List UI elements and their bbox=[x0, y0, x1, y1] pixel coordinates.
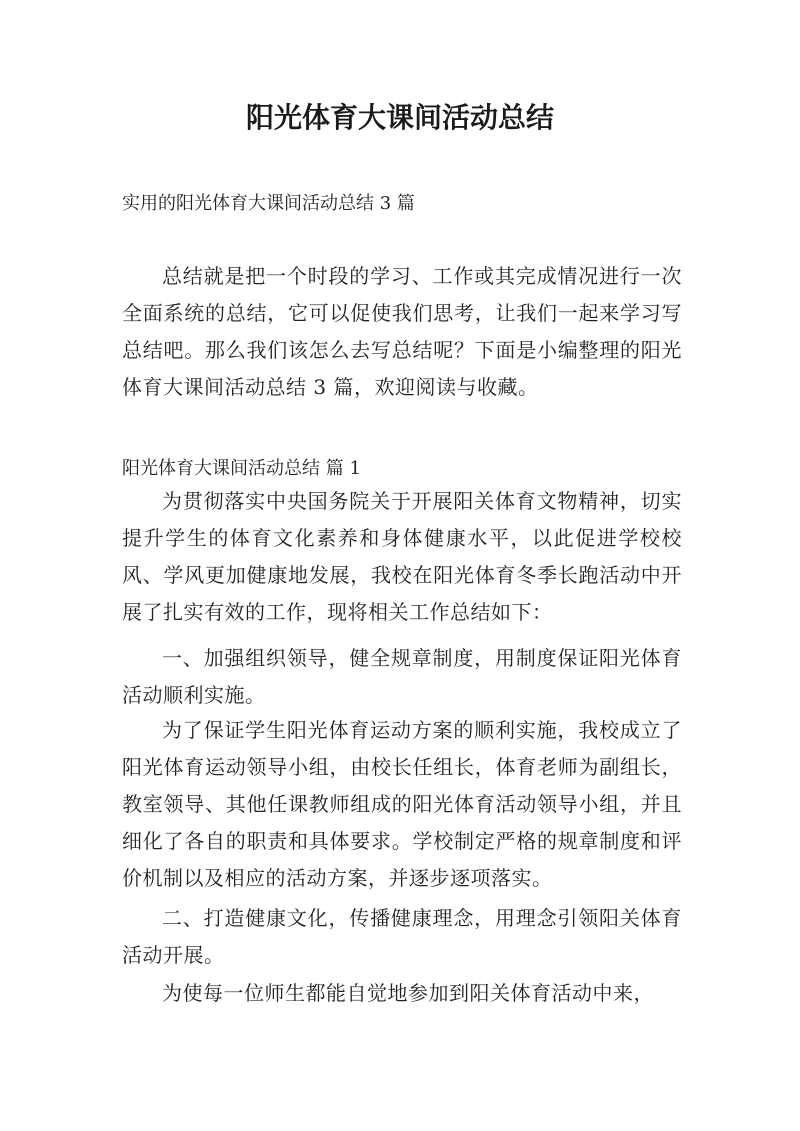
intro-paragraph: 总结就是把一个时段的学习、工作或其完成情况进行一次全面系统的总结，它可以促使我们思考，让我们一起来学习写总结吧。那么我们该怎么去写总结呢？下面是小编整理的阳光体育大课间活动总结 3 篇，欢迎阅读与收藏。 bbox=[122, 264, 682, 399]
section-heading: 阳光体育大课间活动总结 篇 1 bbox=[122, 458, 361, 479]
body-paragraph: 为使每一位师生都能自觉地参加到阳关体育活动中来， bbox=[162, 981, 654, 1005]
body-paragraph: 一、加强组织领导，健全规章制度，用制度保证阳光体育活动顺利实施。 bbox=[122, 646, 682, 707]
body-paragraph: 为贯彻落实中央国务院关于开展阳关体育文物精神，切实提升学生的体育文化素养和身体健康水平，以此促进学校校风、学风更加健康地发展，我校在阳光体育冬季长跑活动中开展了扎实有效的工作，现将相关工作总结如下： bbox=[122, 489, 682, 624]
body-paragraph: 二、打造健康文化，传播健康理念，用理念引领阳关体育活动开展。 bbox=[122, 906, 682, 967]
body-paragraph: 为了保证学生阳光体育运动方案的顺利实施，我校成立了阳光体育运动领导小组，由校长任组长，体育老师为副组长，教室领导、其他任课教师组成的阳光体育活动领导小组，并且细化了各自的职责和具体要求。学校制定严格的规章制度和评价机制以及相应的活动方案，并逐步逐项落实。 bbox=[122, 718, 682, 890]
document-title: 阳光体育大课间活动总结 bbox=[245, 101, 554, 134]
document-subtitle: 实用的阳光体育大课间活动总结 3 篇 bbox=[122, 193, 415, 214]
